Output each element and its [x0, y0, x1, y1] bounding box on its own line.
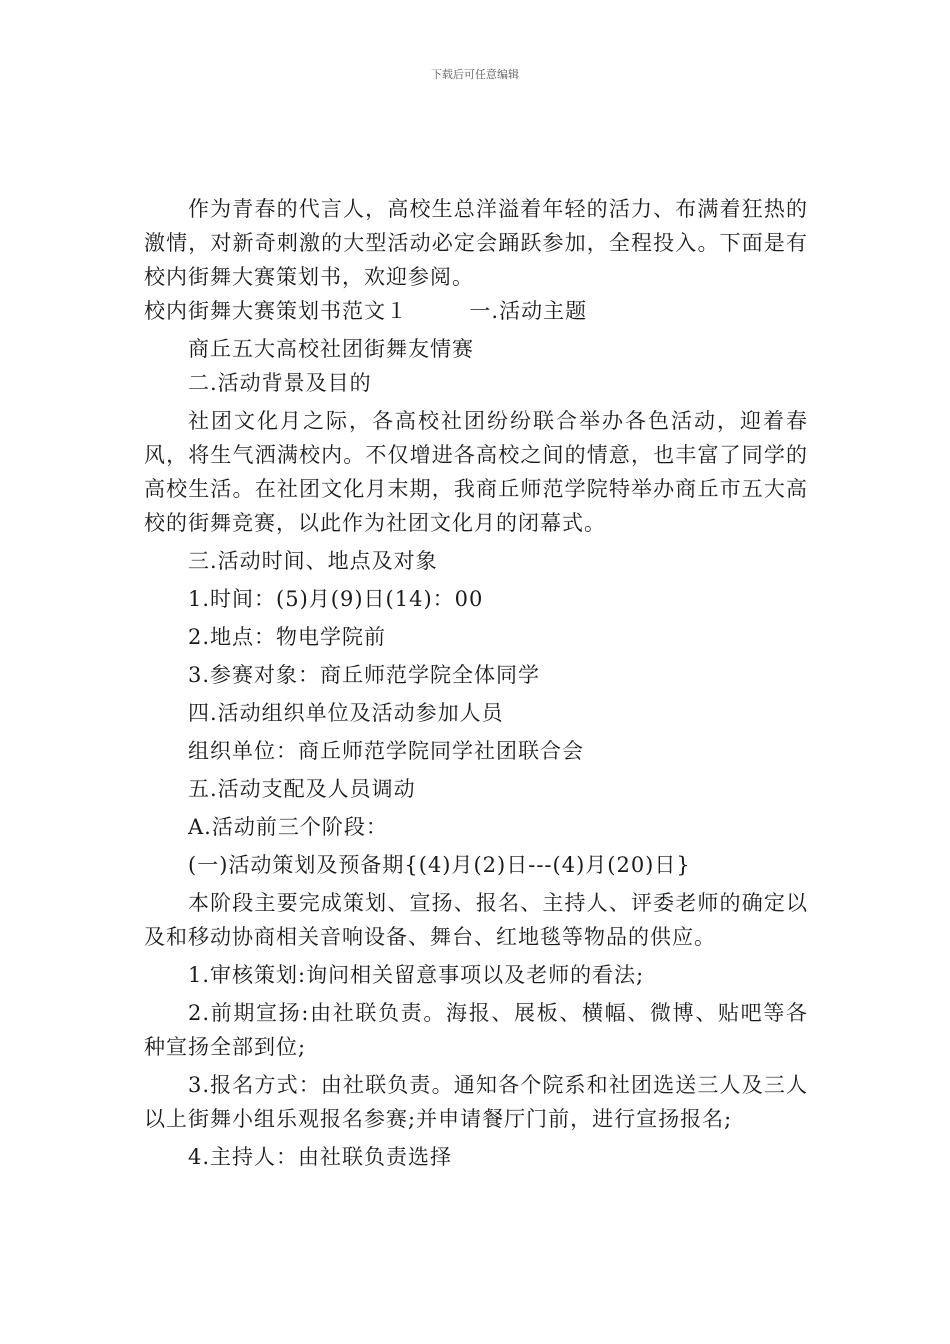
planning-period: (一)活动策划及预备期{(4)月(2)日---(4)月(20)日} [188, 853, 691, 877]
list-item-review: 1.审核策划:询问相关留意事项以及老师的看法; [188, 963, 645, 987]
event-participants: 3.参赛对象：商丘师范学院全体同学 [188, 663, 541, 687]
stage-description: 本阶段主要完成策划、宣扬、报名、主持人、评委老师的确定以及和移动协商相关音响设备、舞台、红地毯等物品的供应。 [144, 891, 808, 949]
event-theme: 商丘五大高校社团街舞友情赛 [188, 337, 474, 361]
section-heading-organizer: 四.活动组织单位及活动参加人员 [188, 701, 504, 725]
document-title: 校内街舞大赛策划书范文１ 一.活动主题 [144, 299, 588, 323]
event-location: 2.地点：物电学院前 [188, 625, 387, 649]
section-heading-arrangement: 五.活动支配及人员调动 [188, 777, 416, 801]
event-time: 1.时间：(5)月(9)日(14)：00 [188, 587, 484, 611]
list-item-promotion: 2.前期宣扬:由社联负责。海报、展板、横幅、微博、贴吧等各种宣扬全部到位; [144, 1001, 808, 1059]
section-heading-time-place: 三.活动时间、地点及对象 [188, 549, 438, 573]
list-item-host: 4.主持人：由社联负责选择 [188, 1145, 453, 1169]
list-item-registration: 3.报名方式：由社联负责。通知各个院系和社团选送三人及三人以上街舞小组乐观报名参赛;并申请餐厅门前，进行宣扬报名; [144, 1073, 808, 1131]
organizer: 组织单位：商丘师范学院同学社团联合会 [188, 739, 584, 763]
page-header: 下载后可任意编辑 [431, 68, 519, 81]
section-heading-background: 二.活动背景及目的 [188, 371, 372, 395]
document-body [144, 192, 808, 1174]
background-paragraph: 社团文化月之际，各高校社团纷纷联合举办各色活动，迎着春风，将生气洒满校内。不仅增进各高校之间的情意，也丰富了同学的高校生活。在社团文化月末期，我商丘师范学院特举办商丘市五大高校的街舞竞赛，以此作为社团文化月的闭幕式。 [144, 409, 808, 535]
pre-event-stages: A.活动前三个阶段： [188, 815, 388, 839]
intro-paragraph: 作为青春的代言人，高校生总洋溢着年轻的活力、布满着狂热的激情，对新奇刺激的大型活动必定会踊跃参加，全程投入。下面是有校内街舞大赛策划书，欢迎参阅。 [144, 197, 808, 289]
